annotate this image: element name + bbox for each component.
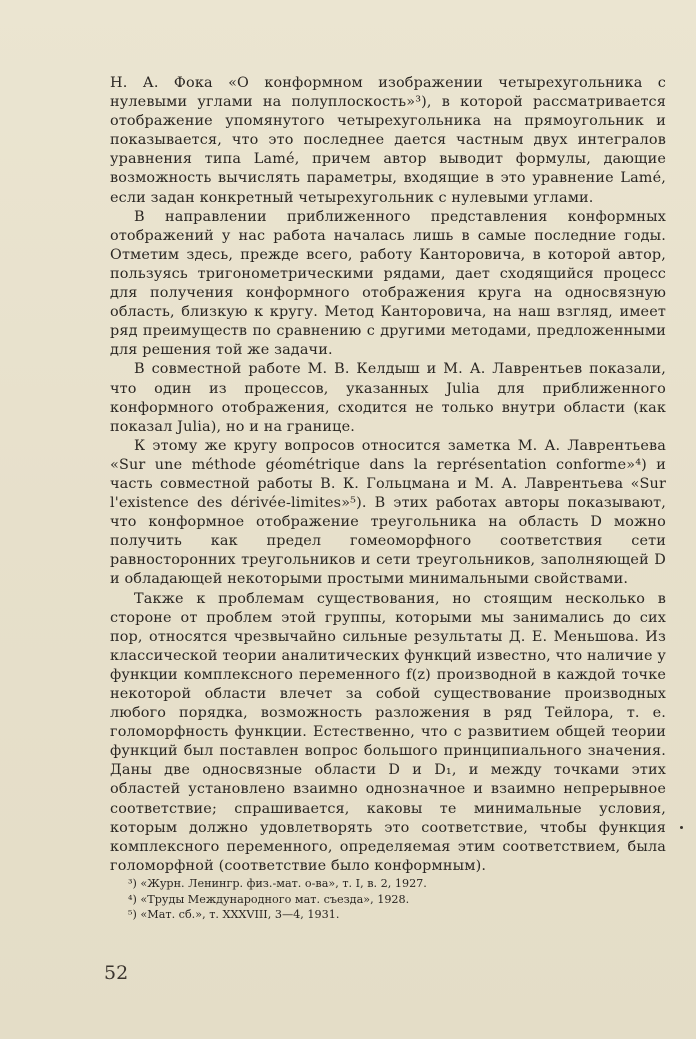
paragraph-keldysh-lavrentiev: В совместной работе М. В. Келдыш и М. А. Лаврентьев показали, что один из процессов, указанных Julia для приближенного конформного отображения, сходится не только внутри области (как показал Julia), но и на границе. <box>110 361 666 435</box>
paragraph-fock: Н. А. Фока «О конформном изображении четырехугольника с нулевыми углами на полуплоскость»³), в которой рассматривается отображение упомянутого четырехугольника на прямоугольник и показывается, что это последнее дается частным двух интегралов уравнения типа Lamé, причем автор выводит формулы, дающие возможность вычислять параметры, входящие в это уравнение Lamé, если задан конкретный четырехугольник с нулевыми углами. <box>110 75 666 206</box>
page-number: 52 <box>104 962 129 984</box>
paragraph-menshov: Также к проблемам существования, но стоящим несколько в стороне от проблем этой группы, которыми мы занимались до сих пор, относятся чрезвычайно сильные результаты Д. Е. Меньшова. Из классической теории аналитических функций известно, что наличие у функции комплексного переменного f(z) производной в каждой точке некоторой области влечет за собой существование производных любого порядка, возможность разложения в ряд Тейлора, т. е. голоморфность функции. Естественно, что с развитием общей теории функций был поставлен вопрос большого принципиального значения. Даны две односвязные области D и D₁, и между точками этих областей установлено взаимно однозначное и взаимно непрерывное соответствие; спрашивается, каковы те минимальные условия, которым должно удовлетворять это соответствие, чтобы функция комплексного переменного, определяемая этим соответствием, была голоморфной (соответствие было конформным). <box>110 590 666 874</box>
stray-ink-dot <box>680 826 683 829</box>
footnote-5: ⁵) «Мат. сб.», т. XXXVIII, 3—4, 1931. <box>128 908 340 922</box>
footnotes <box>128 876 648 923</box>
paragraph-lavrentiev-note: К этому же кругу вопросов относится заметка М. А. Лаврентьева «Sur une méthode géométrique dans la représentation conforme»⁴) и часть совместной работы В. К. Гольцмана и М. А. Лаврентьева «Sur l'existence des dérivée-limites»⁵). В этих работах авторы показывают, что конформное отображение треугольника на область D можно получить как предел гомеоморфного соответствия сети равносторонних треугольников и сети треугольников, заполняющей D и обладающей некоторыми простыми минимальными свойствами. <box>110 437 666 588</box>
footnote-4: ⁴) «Труды Международного мат. съезда», 1928. <box>128 892 410 906</box>
main-text <box>110 74 666 876</box>
paragraph-approximate-representation: В направлении приближенного представления конформных отображений у нас работа началась лишь в самые последние годы. Отметим здесь, прежде всего, работу Канторовича, в которой автор, пользуясь тригонометрическими рядами, дает сходящийся процесс для получения конформного отображения круга на односвязную область, близкую к кругу. Метод Канторовича, на наш взгляд, имеет ряд преимуществ по сравнению с другими методами, предложенными для решения той же задачи. <box>110 208 666 359</box>
footnote-3: ³) «Журн. Ленингр. физ.-мат. о-ва», т. I, в. 2, 1927. <box>128 877 427 890</box>
